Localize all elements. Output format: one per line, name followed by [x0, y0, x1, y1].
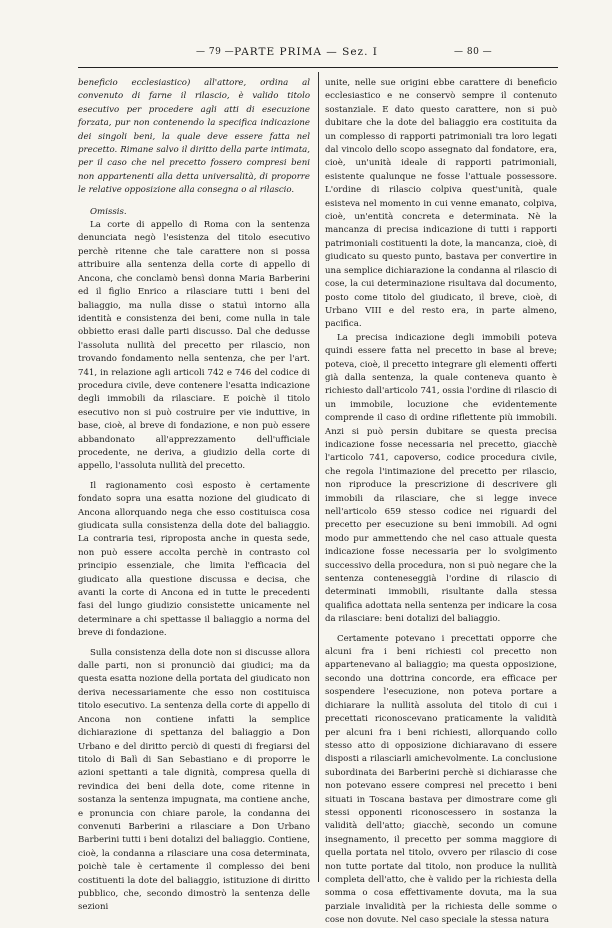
- paragraph: Sulla consistenza della dote non si discusse allora dalle parti, non si pronunciò dai giudici; ma da questa esatta nozione della portata del giudicato non deriva necessariamente che esso non costituisca titolo esecutivo. La sentenza della corte di appello di Ancona non contiene infatti la semplice dichiarazione di spettanza del baliaggio a Don Urbano e del diritto perciò di questi di fregiarsi del titolo di Balì di San Sebastiano e di proporre le azioni spettanti a tale dignità, compresa quella di revindica dei beni della dote, come ritenne in sostanza la sentenza impugnata, ma contiene anche, e pronuncia con chiare parole, la condanna dei convenuti Barberini a rilasciare a Don Urbano Barberini tutti i beni dotalizi del baliaggio. Contiene, cioè, la condanna a rilasciare una cosa determinata, poichè tale è certamente il complesso dei beni costituenti la dote del baliaggio, istituzione di diritto pubblico, che, secondo dimostrò la sentenza delle sezioni: [78, 647, 310, 913]
- column-divider: [318, 72, 319, 882]
- paragraph: La corte di appello di Roma con la sentenza denunciata negò l'esistenza del titolo esecutivo perchè ritenne che tale carattere non si possa attribuire alla sentenza della corte di appello di Ancona, che conclamò bensì donna Maria Barberini ed il figlio Enrico a rilasciare tutti i beni del baliaggio, ma nulla disse o statuì intorno alla identità e consistenza dei beni, come nulla in tale obbietto erasi dalle parti discusso. Dal che dedusse l'assoluta nullità del precetto per rilascio, non trovando fondamento nella sentenza, che per l'art. 741, in relazione agli articoli 742 e 746 del codice di procedura civile, deve contenere l'esatta indicazione degli immobili da rilasciare. E poichè il titolo esecutivo non si può costruire per vie induttive, in base, cioè, al breve di fondazione, e non può essere abbandonato all'apprezzamento dell'ufficiale procedente, ne deriva, a giudizio della corte di appello, l'assoluta nullità del precetto.: [78, 220, 310, 472]
- paragraph: Certamente potevano i precettati opporre che alcuni fra i beni richiesti col precetto non appartenevano al baliaggio; ma questa opposizione, secondo una dottrina concorde, era efficace per sospendere l'esecuzione, non poteva portare a dichiarare la nullità assoluta del titolo di cui i precettati riconoscevano praticamente la validità per alcuni fra i beni richiesti, allorquando collo stesso atto di opposizione dichiaravano di essere disposti a rilasciarli amichevolmente. La conclusione subordinata dei Barberini perchè si dichiarasse che non potevano essere compresi nel precetto i beni situati in Toscana bastava per dimostrare come gli stessi opponenti riconoscessero in sostanza la validità dell'atto; giacchè, secondo un comune insegnamento, il precetto per somma maggiore di quella portata nel titolo, ovvero per rilascio di cose non tutte portate dal titolo, non produce la nullità completa dell'atto, che è valido per la richiesta della somma o cosa effettivamente dovuta, ma la sua parziale invalidità per la richiesta delle somme o cose non dovute. Nel caso speciale la stessa natura: [325, 633, 557, 926]
- paragraph: La precisa indicazione degli immobili poteva quindi essere fatta nel precetto in base al breve; poteva, cioè, il precetto integrare gli elementi offerti già dalla sentenza, la quale conteneva quanto è richiesto dall'articolo 741, ossia l'ordine di rilascio di un immobile, locuzione che evidentemente comprende il caso di ordine riflettente più immobili. Anzi si può persin dubitare se questa precisa indicazione fosse necessaria nel precetto, giacchè l'articolo 741, capoverso, codice procedura civile, che regola l'intimazione del precetto per rilascio, non riproduce la prescrizione di descrivere gli immobili da rilasciare, che si legge invece nell'articolo 659 stesso codice nei riguardi del precetto per esecuzione su beni immobili. Ad ogni modo pur ammettendo che nel caso attuale questa indicazione fosse necessaria per lo svolgimento successivo della procedura, non si può negare che la sentenza conteneseggià l'ordine di rilascio di determinati immobili, risultante dalla stessa qualifica adottata nella sentenza per indicare la cosa da rilasciare: beni dotalizi del baliaggio.: [325, 332, 557, 625]
- paragraph: Il ragionamento così esposto è certamente fondato sopra una esatta nozione del giudicato di Ancona allorquando nega che esso costituisca cosa giudicata sulla consistenza della dote del baliaggio. La contraria tesi, riproposta anche in questa sede, non può essere accolta perchè in contrasto col principio essenziale, che limita l'efficacia del giudicato alla questione discussa e decisa, che avanti la corte di Ancona ed in tutte le precedenti fasi del lungo giudizio consistette unicamente nel determinare a chi spettasse il baliaggio a norma del breve di fondazione.: [78, 480, 310, 639]
- left-page-number: — 79 —: [196, 47, 235, 57]
- paragraph: unite, nelle sue origini ebbe carattere di beneficio ecclesiastico e ne conservò sempre il contenuto sostanziale. E dato questo carattere, non si può dubitare che la dote del baliaggio era costituita da un complesso di rapporti patrimoniali tra loro legati dal vincolo dello scopo assegnato dal fondatore, era, cioè, un'unità ideale di rapporti patrimoniali, esistente qualunque ne fosse l'attuale possessore. L'ordine di rilascio colpiva quest'unità, quale esisteva nel momento in cui venne emanato, colpiva, cioè, un'entità concreta e determinata. Nè la mancanza di precisa indicazione di tutti i rapporti patrimoniali costituenti la dote, la mancanza, cioè, di giudicato su questo punto, bastava per convertire in una semplice dichiarazione la condanna al rilascio di cose, la cui determinazione risultava dal documento, posto come titolo del giudicato, il breve, cioè, di Urbano VIII e del resto era, in parte almeno, pacifica.: [325, 78, 557, 330]
- omissis-note: Omissis.: [90, 206, 127, 217]
- left-column: [78, 77, 310, 913]
- right-page-number: — 80 —: [454, 47, 493, 57]
- page-header: [0, 46, 612, 62]
- header-rule: [78, 67, 558, 68]
- right-column: [325, 77, 557, 926]
- running-title: PARTE PRIMA — Sez. I: [234, 46, 378, 58]
- headnote-paragraph: beneficio ecclesiastico) all'attore, ordina al convenuto di farne il rilascio, è valido titolo esecutivo per procedere agli atti di esecuzione forzata, pur non contenendo la specifica indicazione dei singoli beni, la quale deve essere fatta nel precetto. Rimane salvo il diritto della parte intimata, per il caso che nel precetto fossero compresi beni non appartenenti alla detta universalità, di proporre le relative opposizione alla consegna o al rilascio.: [78, 78, 310, 196]
